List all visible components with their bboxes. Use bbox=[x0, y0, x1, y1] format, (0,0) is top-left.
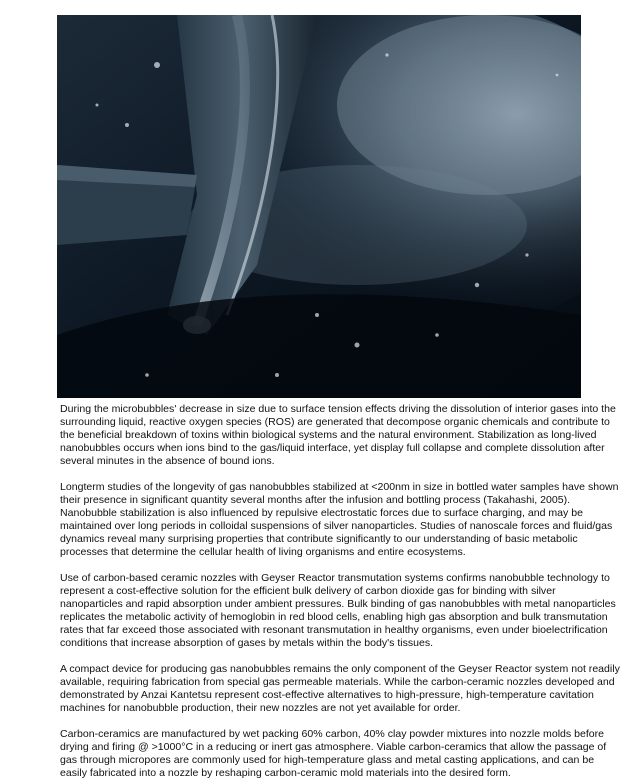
paragraph-compact-device: A compact device for producing gas nanobubbles remains the only component of the Geyser Reactor system not readily available, requiring fabrication from special gas permeable materials. While the carbon-ceramic nozzles developed and demonstrated by Anzai Kantetsu represent cost-effective alternatives to high-pressure, high-temperature cavitation machines for nanobubble production, their new nozzles are not yet available for order. bbox=[60, 663, 620, 714]
nozzle-photo-illustration bbox=[57, 15, 581, 398]
paragraph-carbon-ceramics-manufacturing: Carbon-ceramics are manufactured by wet packing 60% carbon, 40% clay powder mixtures into nozzle molds before drying and firing @ >1000°C in a reducing or inert gas atmosphere. Viable carbon-ceramics that allow the passage of gas through micropores are commonly used for high-temperature glass and metal casting applications, and can be easily fabricated into a nozzle by reshaping carbon-ceramic mold materials into the desired form. bbox=[60, 728, 607, 779]
article-body bbox=[60, 403, 620, 780]
paragraph-microbubbles-ros: During the microbubbles' decrease in size due to surface tension effects driving the dissolution of interior gases into the surrounding liquid, reactive oxygen species (ROS) are generated that decompose organic chemicals and contribute to the beneficial breakdown of toxins within biological systems and the natural environment. Stabilization as long-lived nanobubbles occurs when ions bind to the gas/liquid interface, yet display full collapse and complete dissolution after several minutes in the absence of bound ions. bbox=[60, 403, 616, 467]
nozzle-nanobubble-photo bbox=[57, 15, 581, 398]
paragraph-carbon-ceramic-nozzles: Use of carbon-based ceramic nozzles with Geyser Reactor transmutation systems confirms nanobubble technology to represent a cost-effective solution for the efficient bulk delivery of carbon dioxide gas for binding with silver nanoparticles and rapid absorption under ambient pressures. Bulk binding of gas nanobubbles with metal nanoparticles replicates the metabolic activity of hemoglobin in red blood cells, enabling high gas absorption and bulk transmutation rates that far exceed those associated with resonant transmutation in healthy organisms, even under bioelectrification conditions that increase absorption of gases by metals within the body's tissues. bbox=[60, 572, 616, 649]
paragraph-nanobubble-longevity: Longterm studies of the longevity of gas nanobubbles stabilized at <200nm in size in bottled water samples have shown their presence in significant quantity several months after the infusion and bottling process (Takahashi, 2005). Nanobubble stabilization is also influenced by repulsive electrostatic forces due to surface charging, and may be maintained over long periods in colloidal suspensions of silver nanoparticles. Studies of nanoscale forces and fluid/gas dynamics reveal many surprising properties that contribute significantly to our understanding of basic metabolic processes that determine the cellular health of living organisms and entire ecosystems. bbox=[60, 481, 619, 558]
